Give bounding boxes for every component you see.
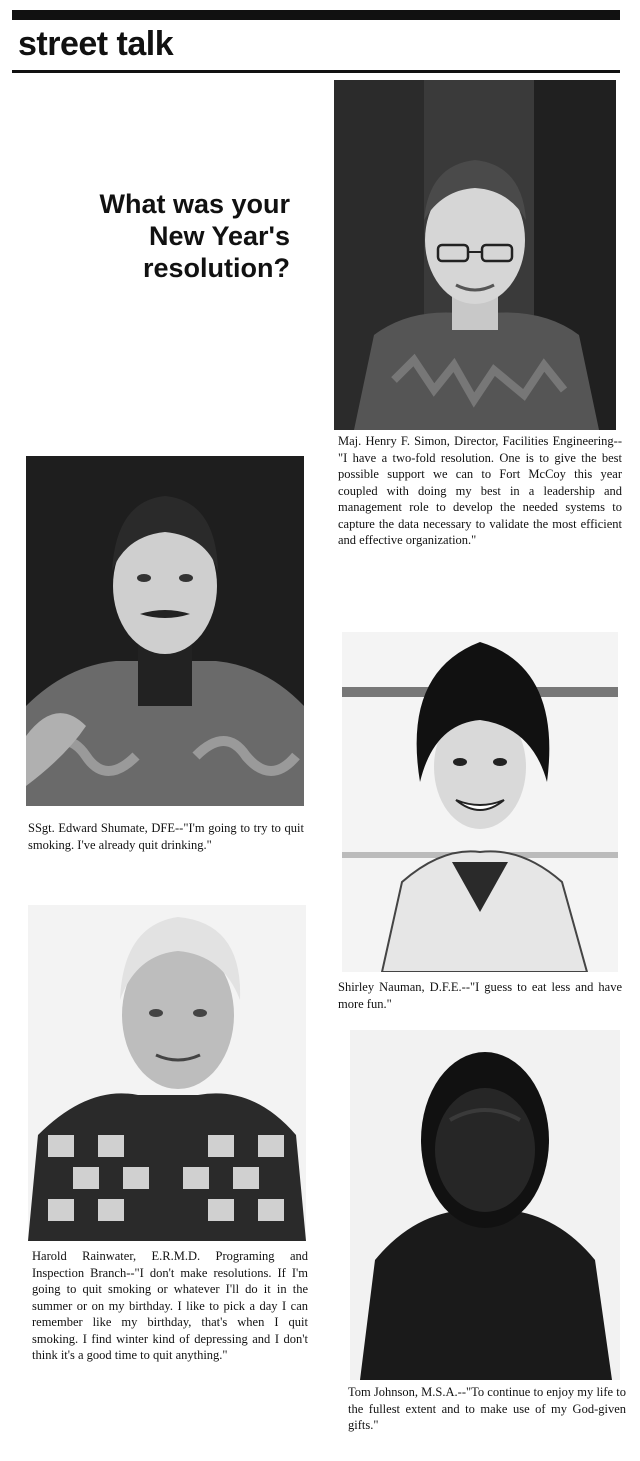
caption-henry-simon	[338, 433, 622, 549]
caption-tom-johnson	[348, 1384, 626, 1434]
entry-name: Maj. Henry F. Simon, Director, Facilities Engineering	[338, 434, 614, 448]
top-rule	[12, 10, 620, 20]
headline-question	[20, 188, 290, 284]
entry-name: Shirley Nauman, D.F.E.	[338, 980, 462, 994]
photo-henry-simon	[334, 80, 616, 430]
photo-edward-shumate	[26, 456, 304, 806]
section-title: street talk	[18, 25, 174, 63]
entry-name: Tom Johnson, M.S.A.	[348, 1385, 458, 1399]
caption-shirley-nauman	[338, 979, 622, 1012]
header-rule	[12, 70, 620, 73]
photo-shirley-nauman	[342, 632, 618, 972]
entry-quote: --"I'm going to try to quit smoking. I've already quit drinking."	[28, 821, 304, 852]
caption-harold-rainwater	[32, 1248, 308, 1364]
headline-line-1: What was your	[99, 189, 290, 219]
photo-tom-johnson	[350, 1030, 620, 1380]
entry-quote: --"I guess to eat less and have more fun."	[338, 980, 622, 1011]
caption-edward-shumate	[28, 820, 304, 853]
entry-quote: --"I don't make resolutions. If I'm going to quit smoking or whatever I'll do it in the summer or on my birthday. I like to pick a day I can remember like my birthday, that's when I quit smoking. I find winter kind of depressing and I don't think it's a good time to quit anything."	[32, 1265, 308, 1362]
entry-quote: --"To continue to enjoy my life to the fullest extent and to make use of my God-given gifts."	[348, 1385, 626, 1432]
entry-quote: --"I have a two-fold resolution. One is to give the best possible support we can to Fort McCoy this year coupled with doing my best in a leadership and management role to develop the needed systems to capture the data necessary to validate the most efficient and effective organization."	[338, 434, 622, 547]
entry-name: Harold Rainwater, E.R.M.D. Programing and Inspection Branch	[32, 1249, 308, 1280]
headline-line-3: resolution?	[143, 253, 290, 283]
entry-name: SSgt. Edward Shumate, DFE	[28, 821, 176, 835]
photo-harold-rainwater	[28, 905, 306, 1241]
headline-line-2: New Year's	[148, 221, 290, 251]
